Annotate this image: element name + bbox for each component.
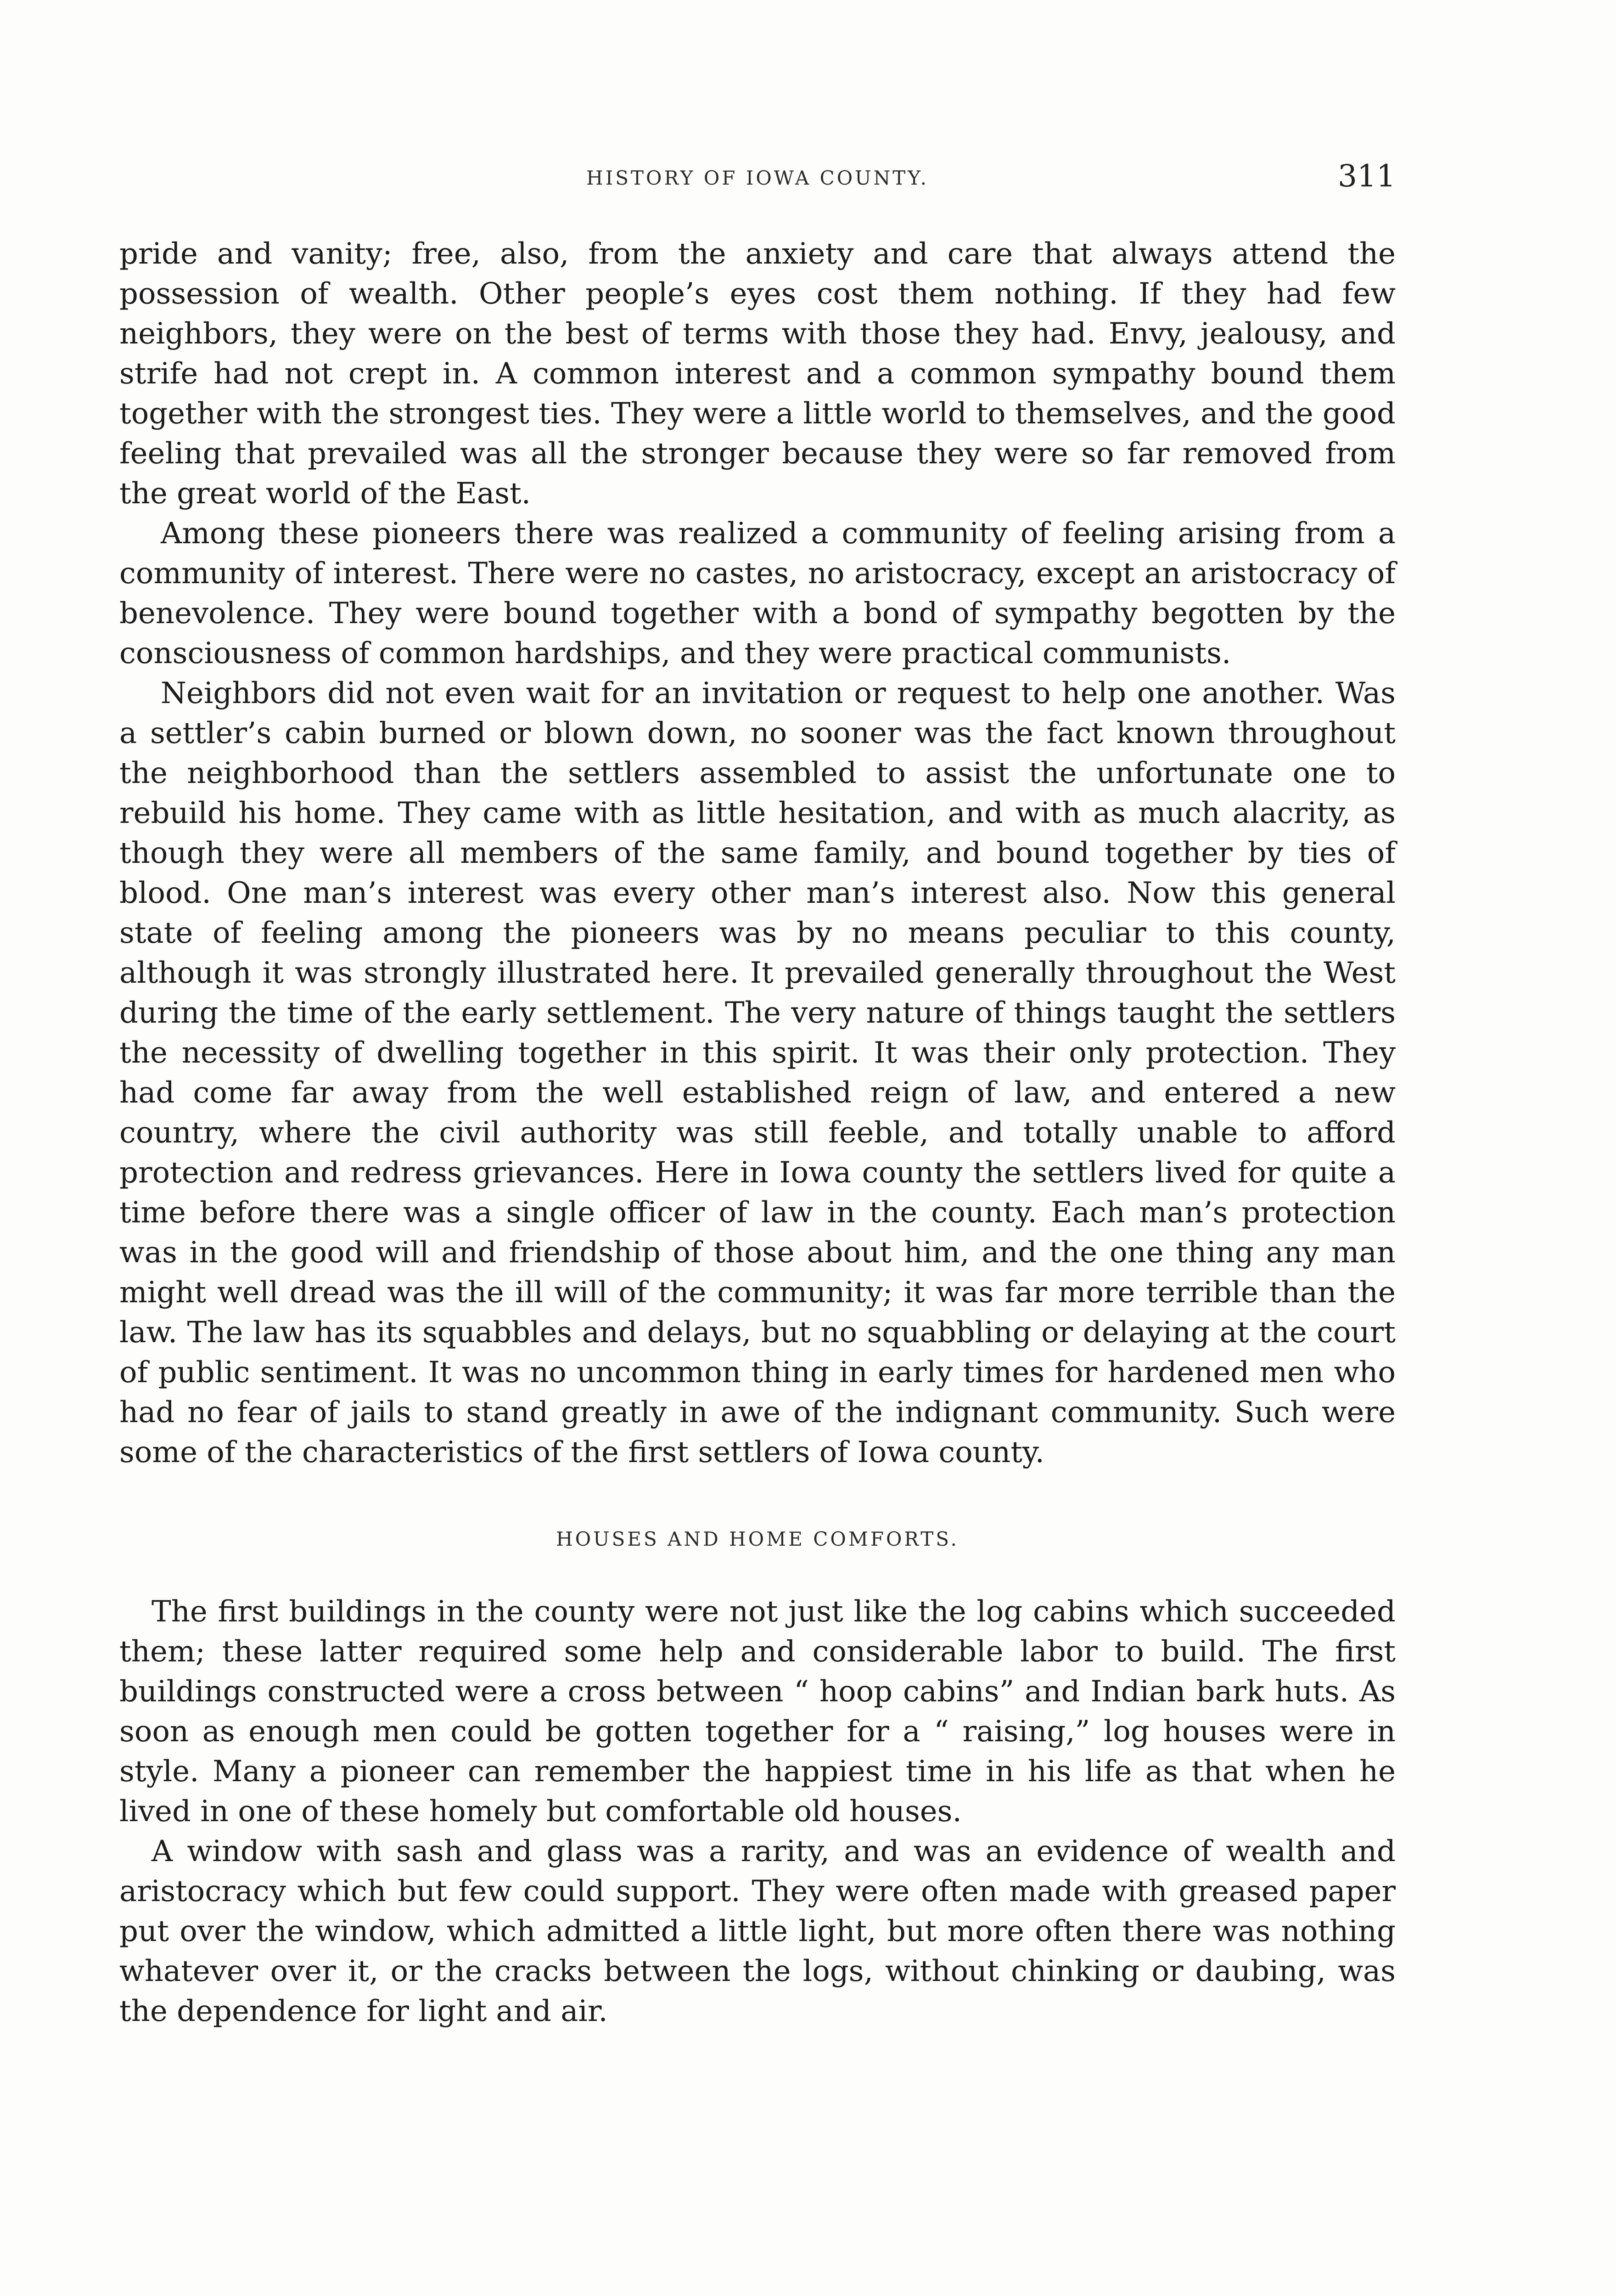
page-header <box>119 158 1396 200</box>
paragraph-windows: A window with sash and glass was a rarity, and was an evidence of wealth and aristocracy which but few could support. They were often made with greased paper put over the window, which admitted a little light, but more often there was nothing whatever over it, or the cracks between the logs, without chinking or daubing, was the dependence for light and air. <box>119 1835 1396 2028</box>
body-text <box>119 234 1396 2032</box>
section-pioneer-community <box>119 234 1396 1473</box>
running-head: HISTORY OF IOWA COUNTY. <box>586 167 929 189</box>
section-houses-and-home-comforts <box>119 1592 1396 2032</box>
paragraph-first-buildings: The first buildings in the county were not just like the log cabins which succeeded them; these latter required some help and considerable labor to build. The first buildings constructed were a cross between “ hoop cabins” and Indian bark huts. As soon as enough men could be gotten together for a “ raising,” log houses were in style. Many a pioneer can remember the happiest time in his life as that when he lived in one of these homely but comfortable old houses. <box>119 1595 1396 1829</box>
paragraph-neighbors: Neighbors did not even wait for an invitation or request to help one another. Was a settler’s cabin burned or blown down, no sooner was the fact known throughout the neighborhood than the settlers assembled to assist the unfortunate one to rebuild his home. They came with as little hesitation, and with as much alacrity, as though they were all members of the same family, and bound together by ties of blood. One man’s interest was every other man’s interest also. Now this general state of feeling among the pioneers was by no means peculiar to this county, although it was strongly illustrated here. It prevailed generally throughout the West during the time of the early settlement. The very nature of things taught the settlers the necessity of dwelling together in this spirit. It was their only protection. They had come far away from the well established reign of law, and entered a new country, where the civil authority was still feeble, and totally unable to afford protection and redress grievances. Here in Iowa county the settlers lived for quite a time before there was a single officer of law in the county. Each man’s protection was in the good will and friendship of those about him, and the one thing any man might well dread was the ill will of the community; it was far more terrible than the law. The law has its squabbles and delays, but no squabbling or delaying at the court of public sentiment. It was no uncommon thing in early times for hardened men who had no fear of jails to stand greatly in awe of the indignant community. Such were some of the characteristics of the first settlers of Iowa county. <box>119 676 1396 1469</box>
paragraph-continued: pride and vanity; free, also, from the anxiety and care that always attend the possession of wealth. Other people’s eyes cost them nothing. If they had few neighbors, they were on the best of terms with those they had. Envy, jealousy, and strife had not crept in. A common interest and a common sympathy bound them together with the strongest ties. They were a little world to themselves, and the good feeling that prevailed was all the stronger because they were so far removed from the great world of the East. <box>119 237 1396 511</box>
section-heading: HOUSES AND HOME COMFORTS. <box>556 1528 959 1550</box>
paragraph-community-of-feeling: Among these pioneers there was realized a community of feeling arising from a community of interest. There were no castes, no aristocracy, except an aristocracy of benevolence. They were bound together with a bond of sympathy begotten by the consciousness of common hardships, and they were practical communists. <box>119 517 1396 670</box>
page-number: 311 <box>1338 158 1396 194</box>
